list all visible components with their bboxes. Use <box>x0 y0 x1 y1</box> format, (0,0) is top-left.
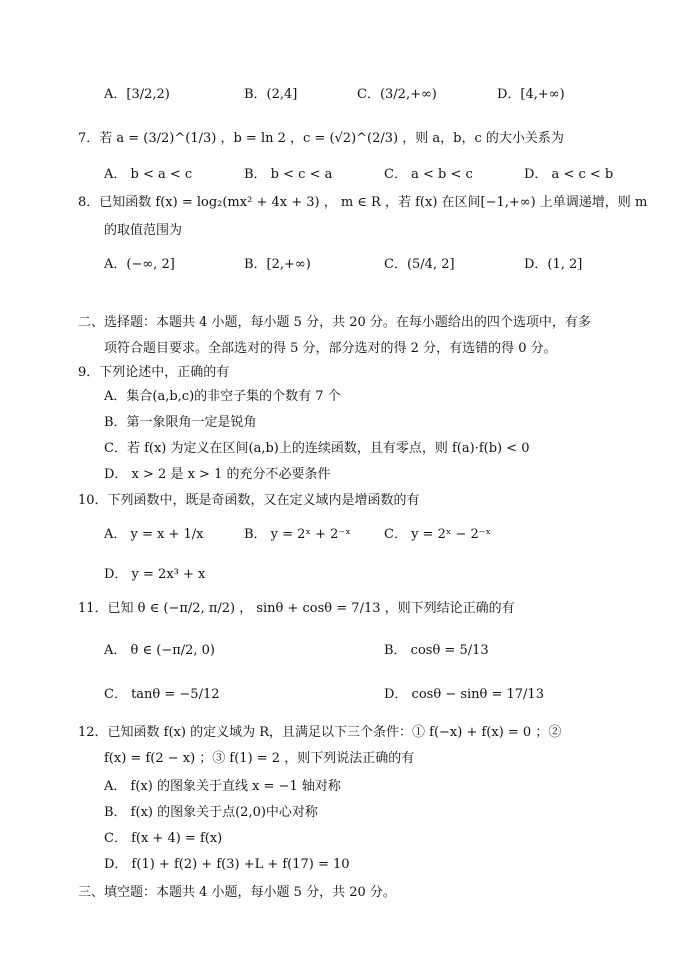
q8-option-d: D．(1, 2] <box>524 257 583 272</box>
q8-option-b: B．[2,+∞) <box>244 257 311 272</box>
q10-option-c: C． y = 2ˣ − 2⁻ˣ <box>384 527 492 542</box>
q7-option-a: A． b < a < c <box>104 167 193 182</box>
q11-option-a: A． θ ∈ (−π/2, 0) <box>104 643 216 658</box>
q8-stem-line2: 的取值范围为 <box>104 223 183 238</box>
q9-option-c: C．若 f(x) 为定义在区间(a,b)上的连续函数，且有零点，则 f(a)·f(b) < 0 <box>104 441 530 456</box>
q6-option-b: B．(2,4] <box>244 87 298 102</box>
q9-stem: 9．下列论述中，正确的有 <box>78 365 230 380</box>
q11-option-d: D． cosθ − sinθ = 17/13 <box>384 687 544 702</box>
q9-option-d: D． x > 2 是 x > 1 的充分不必要条件 <box>104 467 331 482</box>
section2-heading-line2: 项符合题目要求。全部选对的得 5 分，部分选对的得 2 分，有选错的得 0 分。 <box>104 341 557 356</box>
q10-option-a: A． y = x + 1/x <box>104 527 204 542</box>
q7-stem: 7．若 a = (3/2)^(1/3) ，b = ln 2 ，c = (√2)^(2/3) ，则 a，b，c 的大小关系为 <box>78 131 564 146</box>
section2-heading-line1: 二、选择题：本题共 4 小题，每小题 5 分，共 20 分。在每小题给出的四个选项中，有多 <box>78 315 591 330</box>
q8-option-c: C．(5/4, 2] <box>384 257 455 272</box>
q11-stem: 11．已知 θ ∈ (−π/2, π/2) ， sinθ + cosθ = 7/13 ，则下列结论正确的有 <box>78 601 515 616</box>
q12-option-a: A． f(x) 的图象关于直线 x = −1 轴对称 <box>104 779 341 794</box>
q10-option-b: B． y = 2ˣ + 2⁻ˣ <box>244 527 351 542</box>
q6-option-a: A．[3/2,2) <box>104 87 170 102</box>
q12-stem-line1: 12．已知函数 f(x) 的定义域为 R，且满足以下三个条件：① f(−x) + f(x) = 0 ；② <box>78 725 562 740</box>
q7-option-b: B． b < c < a <box>244 167 333 182</box>
section3-heading: 三、填空题：本题共 4 小题，每小题 5 分，共 20 分。 <box>78 885 396 900</box>
q8-stem-line1: 8．已知函数 f(x) = log₂(mx² + 4x + 3) ， m ∈ R ，若 f(x) 在区间[−1,+∞) 上单调递增，则 m <box>78 195 648 210</box>
q11-option-c: C． tanθ = −5/12 <box>104 687 220 702</box>
q12-stem-line2: f(x) = f(2 − x) ；③ f(1) = 2 ，则下列说法正确的有 <box>104 751 415 766</box>
q10-stem: 10．下列函数中，既是奇函数，又在定义域内是增函数的有 <box>78 493 420 508</box>
q12-option-b: B． f(x) 的图象关于点(2,0)中心对称 <box>104 805 318 820</box>
q9-option-b: B．第一象限角一定是锐角 <box>104 415 257 430</box>
q8-option-a: A．(−∞, 2] <box>104 257 175 272</box>
q6-option-d: D．[4,+∞) <box>497 87 565 102</box>
q6-option-c: C．(3/2,+∞) <box>357 87 437 102</box>
q12-option-d: D． f(1) + f(2) + f(3) +L + f(17) = 10 <box>104 857 350 872</box>
q11-option-b: B． cosθ = 5/13 <box>384 643 489 658</box>
q12-option-c: C． f(x + 4) = f(x) <box>104 831 223 846</box>
q10-option-d: D． y = 2x³ + x <box>104 567 206 582</box>
q7-option-d: D． a < c < b <box>524 167 614 182</box>
q7-option-c: C． a < b < c <box>384 167 473 182</box>
q9-option-a: A．集合(a,b,c)的非空子集的个数有 7 个 <box>104 389 341 404</box>
